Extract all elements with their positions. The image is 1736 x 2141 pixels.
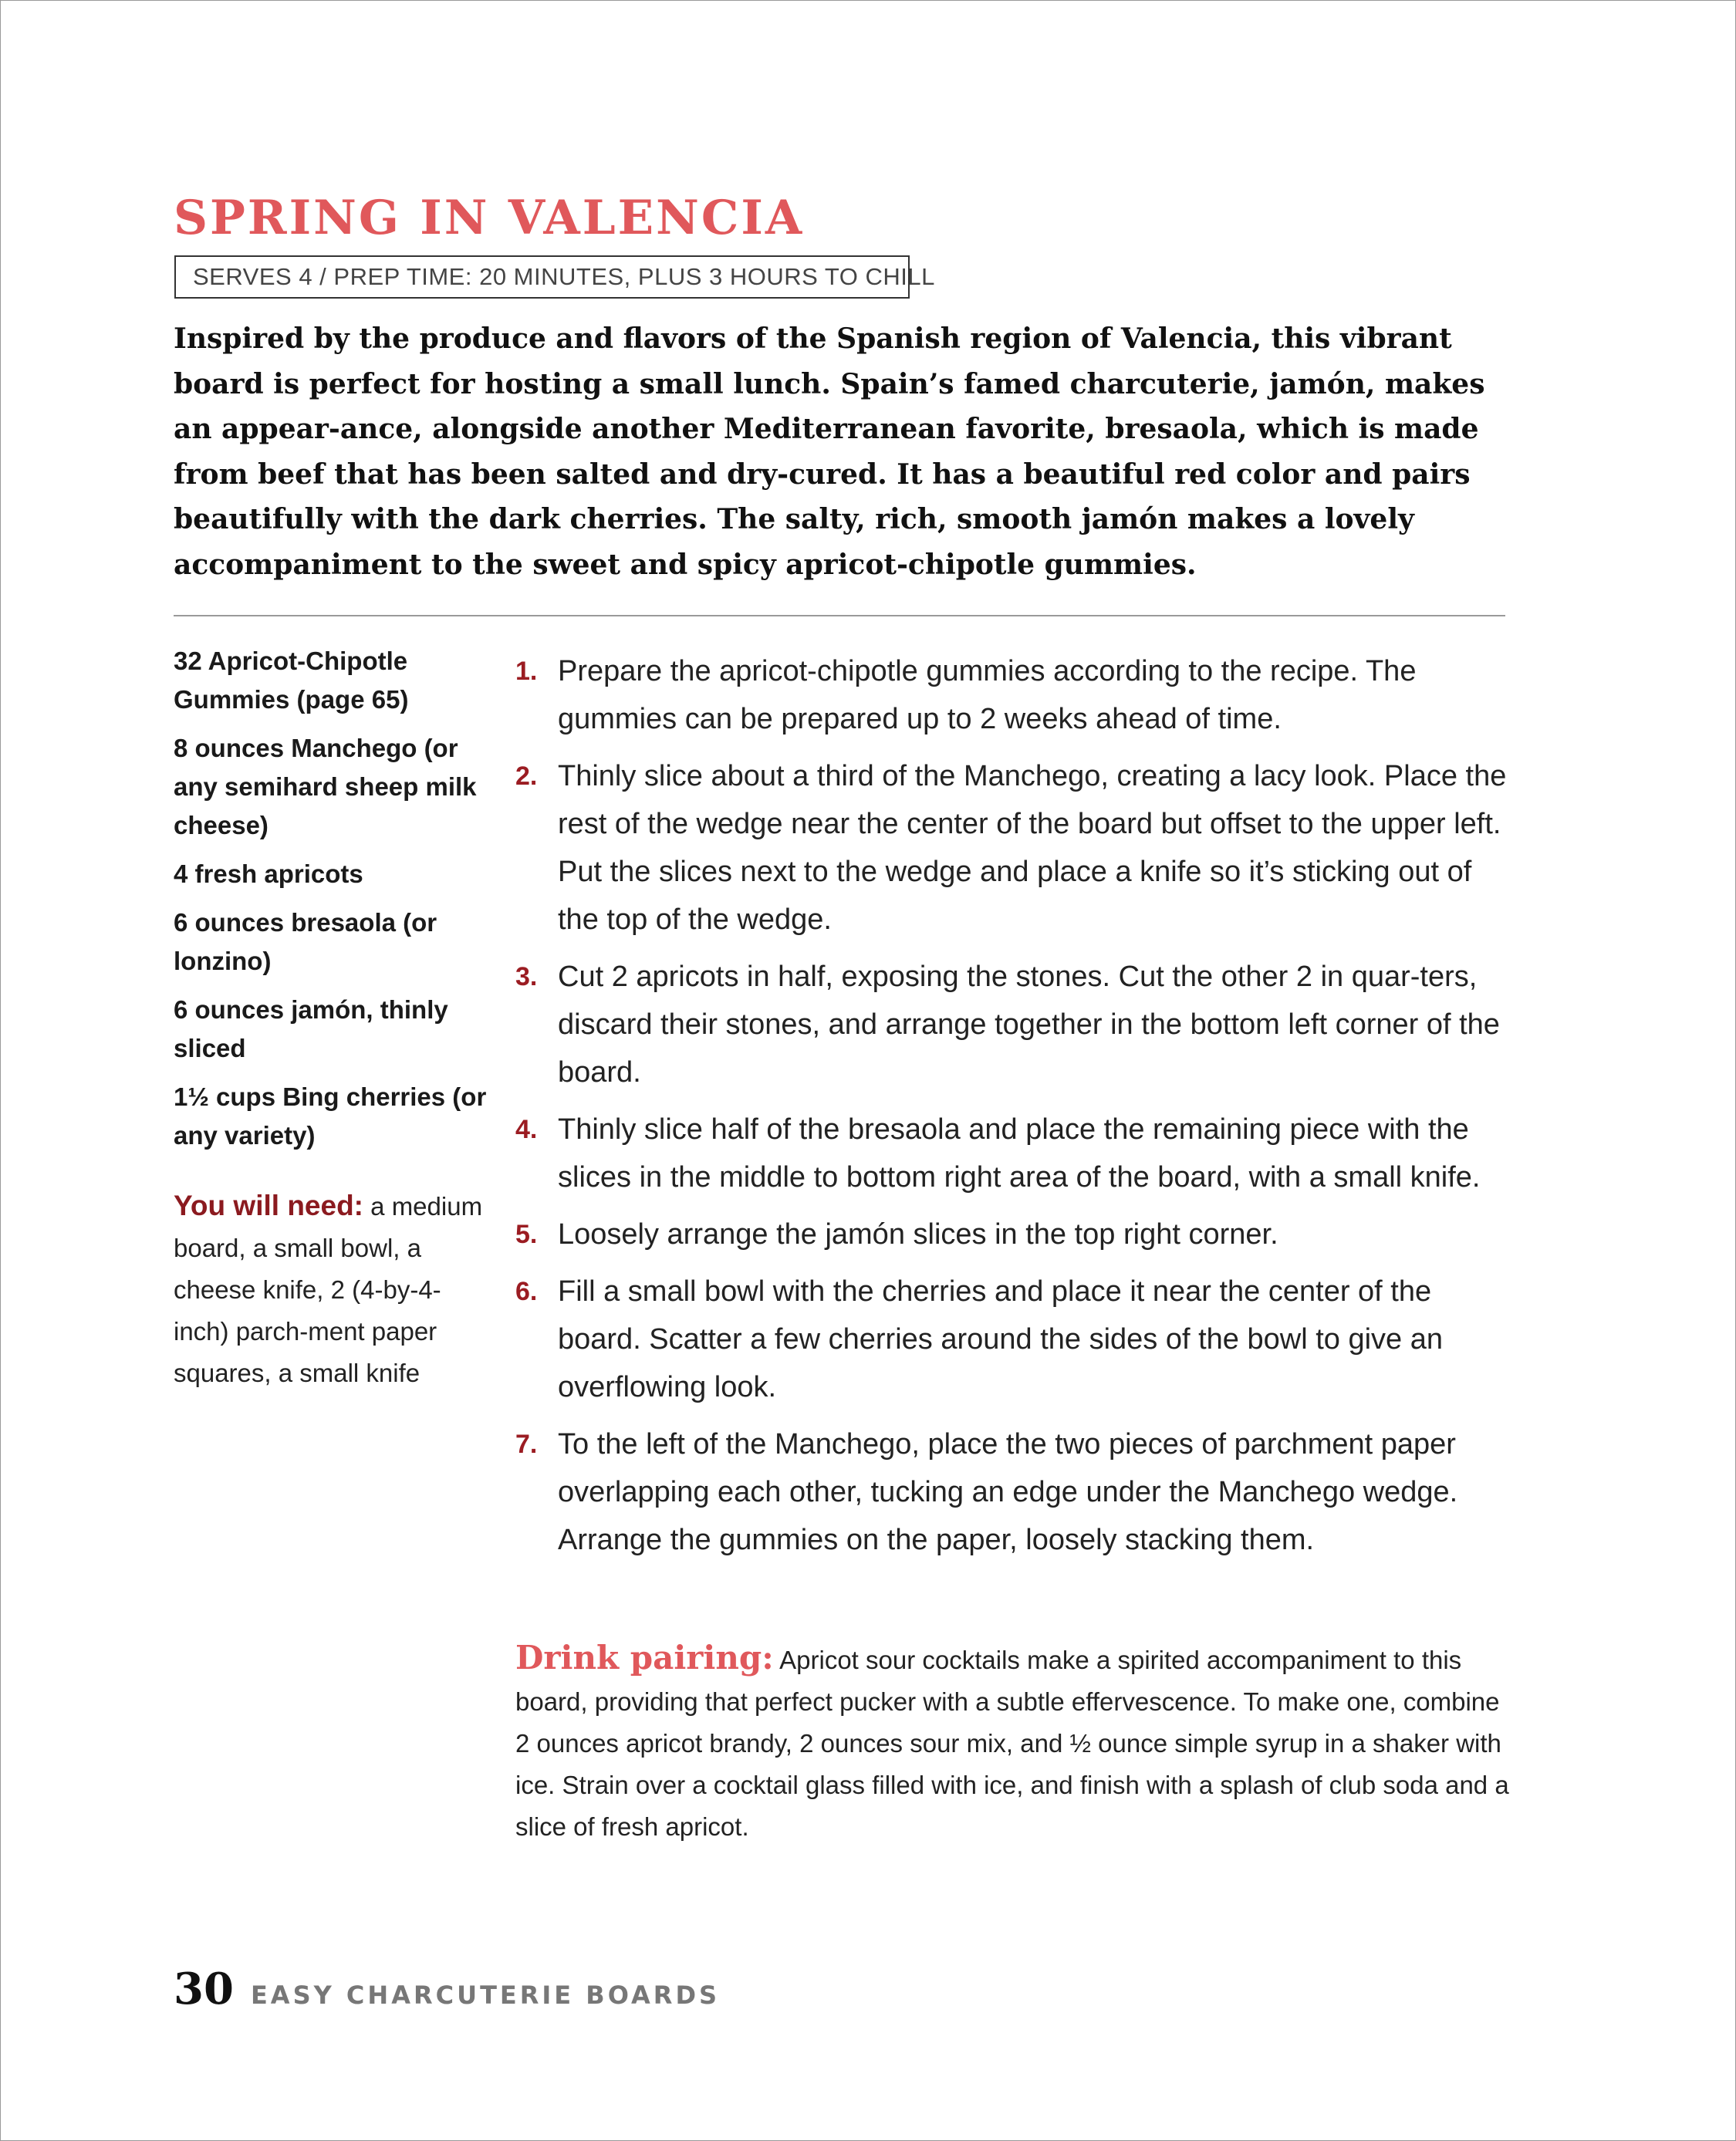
- you-will-need: [174, 1185, 490, 1394]
- recipe-intro: Inspired by the produce and flavors of the Spanish region of Valencia, this vibrant board is perfect for hosting a small lunch. Spain’s famed charcuterie, jamón, makes an appear-ance, alongside another Mediterranean favorite, bresaola, which is made from beef that has been salted and dry-cured. It has a beautiful red color and pairs beautifully with the dark cherries. The salty, rich, smooth jamón makes a lovely accompaniment to the sweet and spicy apricot-chipotle gummies.: [174, 323, 1485, 581]
- step-number: 7.: [515, 1430, 538, 1459]
- step-number: 2.: [515, 762, 538, 791]
- ingredient-item: 4 fresh apricots: [174, 859, 363, 888]
- step-number: 4.: [515, 1115, 538, 1144]
- drink-pairing-label: Drink pairing:: [515, 1639, 774, 1677]
- step-item: [515, 1268, 1518, 1411]
- step-text: Loosely arrange the jamón slices in the top right corner.: [558, 1218, 1278, 1251]
- step-text: Prepare the apricot-chipotle gummies according to the recipe. The gummies can be prepared up to 2 weeks ahead of time.: [558, 655, 1417, 735]
- ingredient-list: [174, 642, 490, 1165]
- step-number: 6.: [515, 1277, 538, 1306]
- page-footer: [174, 1964, 720, 2014]
- section-divider: [174, 615, 1505, 616]
- recipe-title: SPRING IN VALENCIA: [174, 191, 805, 245]
- book-title: EASY CHARCUTERIE BOARDS: [250, 1981, 721, 2010]
- step-item: [515, 1106, 1518, 1201]
- ingredient-item: 8 ounces Manchego (or any semihard sheep milk cheese): [174, 734, 477, 839]
- ingredient-item: 6 ounces bresaola (or lonzino): [174, 908, 437, 975]
- step-number: 3.: [515, 962, 538, 991]
- step-text: Cut 2 apricots in half, exposing the stones. Cut the other 2 in quar-ters, discard their stones, and arrange together in the bottom left corner of the board.: [558, 961, 1500, 1089]
- step-list: [515, 647, 1518, 1573]
- step-item: [515, 1420, 1518, 1564]
- step-item: [515, 1211, 1518, 1258]
- step-item: [515, 752, 1518, 944]
- step-text: Thinly slice about a third of the Manchego, creating a lacy look. Place the rest of the wedge near the center of the board but offset to the upper left. Put the slices next to the wedge and place a knife so it’s sticking out of the top of the wedge.: [558, 760, 1507, 936]
- you-will-need-label: You will need:: [174, 1190, 363, 1221]
- drink-pairing-text: Apricot sour cocktails make a spirited accompaniment to this board, providing that perfect pucker with a subtle effervescence. To make one, combine 2 ounces apricot brandy, 2 ounces sour mix, and ½ ounce simple syrup in a shaker with ice. Strain over a cocktail glass filled with ice, and finish with a splash of club soda and a slice of fresh apricot.: [515, 1646, 1509, 1841]
- step-item: [515, 647, 1518, 743]
- ingredient-item: 1½ cups Bing cherries (or any variety): [174, 1082, 487, 1150]
- step-text: Fill a small bowl with the cherries and place it near the center of the board. Scatter a few cherries around the sides of the bowl to give an overflowing look.: [558, 1275, 1443, 1403]
- page-number: 30: [174, 1964, 234, 2014]
- step-item: [515, 953, 1518, 1096]
- step-text: To the left of the Manchego, place the two pieces of parchment paper overlapping each other, tucking an edge under the Manchego wedge. Arrange the gummies on the paper, loosely stacking them.: [558, 1428, 1458, 1556]
- step-text: Thinly slice half of the bresaola and place the remaining piece with the slices in the middle to bottom right area of the board, with a small knife.: [558, 1113, 1481, 1194]
- ingredient-item: 32 Apricot-Chipotle Gummies (page 65): [174, 647, 409, 714]
- step-number: 5.: [515, 1220, 538, 1249]
- step-number: 1.: [515, 657, 538, 686]
- drink-pairing: [515, 1637, 1518, 1848]
- ingredient-item: 6 ounces jamón, thinly sliced: [174, 995, 448, 1062]
- you-will-need-text: a medium board, a small bowl, a cheese knife, 2 (4-by-4-inch) parch-ment paper squares, a small knife: [174, 1192, 483, 1387]
- serves-box: SERVES 4 / PREP TIME: 20 MINUTES, PLUS 3 HOURS TO CHILL: [174, 255, 910, 299]
